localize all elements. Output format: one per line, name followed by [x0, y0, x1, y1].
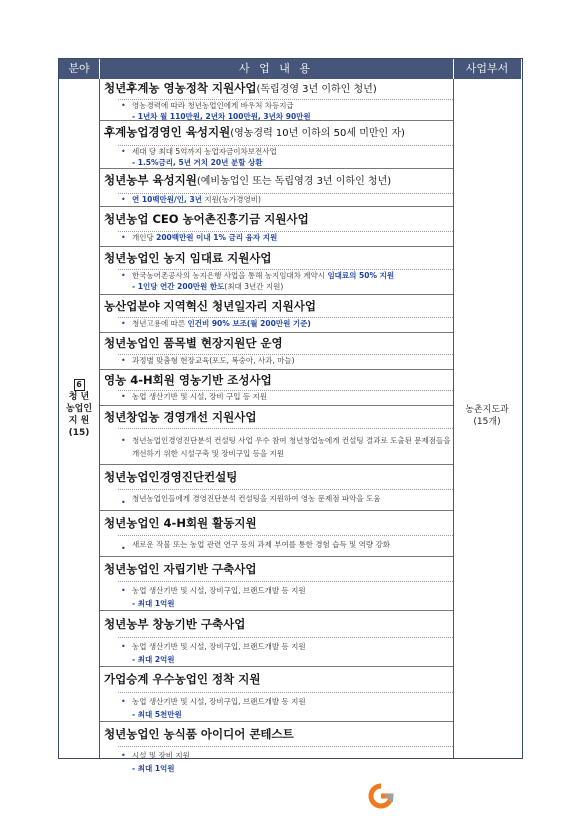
header-department: 사업부서 [465, 62, 509, 75]
program-title: 청년농업인 농식품 아이디어 콘테스트 [104, 727, 294, 741]
program-row [100, 169, 453, 207]
program-row [100, 611, 453, 667]
category-number: 6 [74, 379, 85, 391]
program-highlight: - 최대 2억원 [132, 655, 175, 664]
program-title: 청년농업 CEO 농어촌진흥기금 지원사업 [104, 212, 309, 226]
program-title: 청년농업인 품목별 현장지원단 운영 [104, 336, 283, 350]
program-detail: • 농업 생산기반 및 시설, 장비구입, 브랜드개발 등 지원 - 최대 5천만원 [118, 692, 453, 721]
table-header [59, 59, 521, 79]
program-detail: • 개인당 200백만원 이내 1% 금리 융자 지원 [118, 231, 453, 243]
program-table [58, 58, 523, 773]
category-line: 농업인 [65, 404, 93, 414]
category-cell [59, 379, 99, 439]
program-title: 청년농업인경영진단컨설팅 [104, 470, 238, 484]
program-detail: • 과정별 맞춤형 현장교육(포도, 복숭아, 사과, 마늘) [118, 354, 453, 366]
program-title: 청년농부 육성지원(예비농업인 또는 독립영경 3년 이하인 청년) [104, 173, 392, 187]
program-detail: • 영농경력에 따라 청년농업인에게 바우처 차등지급 - 1년차 월 110만원, 2년차 100만원, 3년차 90만원 [118, 99, 453, 122]
program-row [100, 722, 453, 773]
program-title: 영농 4-H회원 영농기반 조성사업 [104, 373, 272, 387]
program-row [100, 370, 453, 406]
program-row [100, 511, 453, 557]
program-detail: • 한국농어촌공사의 농지은행 사업을 통해 농지임대차 계약시 임대료의 50% 지원 - 1인당 연간 200만원 한도(최대 3년간 지원) [118, 269, 453, 292]
program-detail: • 농업 생산기반 및 시설, 장비구입, 브랜드개발 등 지원 - 최대 1억원 [118, 581, 453, 610]
program-detail: • 청년농업인경영진단분석 컨설팅 사업 우수 참여 청년창업농에게 컨설팅 결과로 도출된 문제점들을 개선하기 위한 시설구축 및 장비구입 등을 지원 [118, 428, 453, 460]
category-count: (15) [68, 428, 90, 438]
program-row [100, 295, 453, 333]
program-row [100, 121, 453, 169]
program-detail: • 세대 당 최대 5억까지 농업자금이차보전사업 - 1.5%금리, 5년 거치 20년 분할 상환 [118, 145, 453, 168]
category-line: 지 원 [68, 416, 90, 426]
program-title: 농산업분야 지역혁신 청년일자리 지원사업 [104, 299, 316, 313]
header-category: 분야 [59, 59, 100, 79]
program-title: 청년농업인 농지 임대료 지원사업 [104, 251, 272, 265]
g-logo-icon [368, 783, 394, 809]
program-row [100, 247, 453, 295]
department-cell [453, 404, 521, 428]
program-highlight: - 최대 1억원 [132, 599, 175, 608]
program-detail: • 농업 생산기반 및 시설, 장비구입, 브랜드개발 등 지원 - 최대 2억원 [118, 637, 453, 666]
program-row [100, 465, 453, 511]
program-title: 청년후계농 영농정착 지원사업(독립경영 3년 이하인 청년) [104, 81, 377, 95]
program-detail: • 청년고용에 따른 인건비 90% 보조(월 200만원 기준) [118, 317, 453, 329]
program-row [100, 207, 453, 247]
program-title: 청년농부 창농기반 구축사업 [104, 617, 246, 631]
program-highlight: - 최대 1억원 [132, 764, 175, 773]
program-detail: • 새로운 작물 또는 농업 관련 연구 등의 과제 부여를 통한 경험 습득 및 역량 강화 [118, 535, 453, 554]
department-count: (15개) [473, 417, 501, 427]
program-detail: • 연 10백만원/인, 3년 지원(농가경영비) [118, 193, 453, 205]
program-detail: • 농업 생산기반 및 시설, 장비 구입 등 지원 [118, 390, 453, 402]
program-title: 청년창업농 경영개선 지원사업 [104, 410, 257, 424]
program-title: 청년농업인 4-H회원 활동지원 [104, 516, 257, 530]
program-rows [100, 79, 453, 773]
department-name: 농촌지도과 [465, 405, 509, 415]
category-line: 청 년 [68, 392, 90, 402]
program-row [100, 333, 453, 370]
program-detail: • 청년농업인들에게 경영진단분석 컨설팅을 지원하여 영농 문제점 파악을 도움 [118, 489, 453, 508]
program-row [100, 667, 453, 722]
program-title: 청년농업인 자립기반 구축사업 [104, 562, 257, 576]
program-highlight: - 최대 5천만원 [132, 710, 182, 719]
program-highlight: - 1년차 월 110만원, 2년차 100만원, 3년차 90만원 [132, 112, 311, 121]
program-row [100, 406, 453, 465]
program-row [100, 557, 453, 611]
program-row [100, 79, 453, 121]
program-detail: • 시설 및 장비 지원 - 최대 1억원 [118, 746, 453, 775]
program-highlight: - 1.5%금리, 5년 거치 20년 분할 상환 [132, 158, 263, 167]
program-title: 가업승계 우수농업인 정착 지원 [104, 672, 261, 686]
header-content: 사 업 내 용 [99, 59, 454, 79]
program-title: 후계농업경영인 육성지원(영농경력 10년 이하의 50세 미만인 자) [104, 125, 405, 139]
